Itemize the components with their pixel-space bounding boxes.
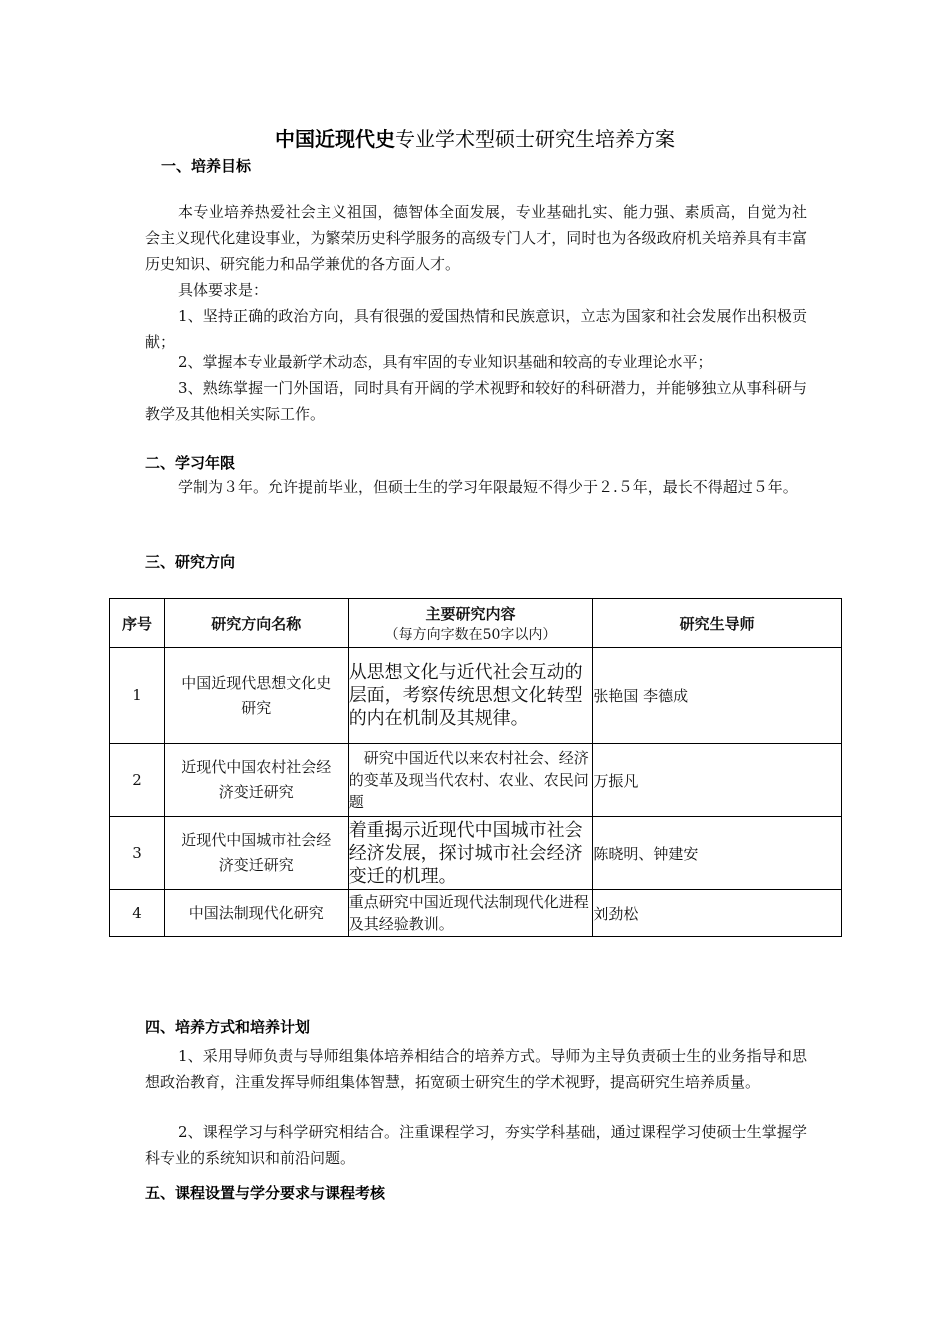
heading-courses: 五、课程设置与学分要求与课程考核 <box>145 1184 386 1202</box>
row-name: 中国法制现代化研究 <box>164 890 348 937</box>
table-row <box>110 648 842 744</box>
method-paragraph-1: 1、采用导师负责与导师组集体培养相结合的培养方式。导师为主导负责硕士生的业务指导和思想政治教育，注重发挥导师组集体智慧，拓宽硕士研究生的学术视野，提高研究生培养质量。 <box>145 1047 807 1091</box>
requirement-2: 2、掌握本专业最新学术动态，具有牢固的专业知识基础和较高的专业理论水平； <box>178 353 713 371</box>
row-no: 2 <box>110 744 165 817</box>
table-row <box>110 890 842 937</box>
row-advisor: 陈晓明、钟建安 <box>593 817 842 890</box>
row-content: 研究中国近代以来农村社会、经济的变革及现当代农村、农业、农民问题 <box>348 744 593 817</box>
table-row <box>110 744 842 817</box>
heading-training-method: 四、培养方式和培养计划 <box>145 1018 311 1036</box>
title-bold-part: 中国近现代史 <box>275 127 395 151</box>
row-name: 近现代中国农村社会经济变迁研究 <box>164 744 348 817</box>
header-no: 序号 <box>110 599 165 648</box>
row-no: 4 <box>110 890 165 937</box>
row-content: 重点研究中国近现代法制现代化进程及其经验教训。 <box>348 890 593 937</box>
header-content <box>348 599 593 648</box>
study-period-text: 学制为３年。允许提前毕业，但硕士生的学习年限最短不得少于２.５年，最长不得超过５年。 <box>178 478 798 496</box>
requirements-label: 具体要求是： <box>178 281 269 299</box>
table-row <box>110 817 842 890</box>
requirement-1: 1、坚持正确的政治方向，具有很强的爱国热情和民族意识，立志为国家和社会发展作出积极贡献； <box>145 307 807 351</box>
row-advisor: 刘劲松 <box>593 890 842 937</box>
requirement-3: 3、熟练掌握一门外国语，同时具有开阔的学术视野和较好的科研潜力，并能够独立从事科研与教学及其他相关实际工作。 <box>145 379 807 423</box>
row-name: 中国近现代思想文化史研究 <box>164 648 348 744</box>
method-paragraph-2: 2、课程学习与科学研究相结合。注重课程学习，夯实学科基础，通过课程学习使硕士生掌握学科专业的系统知识和前沿问题。 <box>145 1123 807 1167</box>
header-content-label: 主要研究内容 <box>425 604 516 623</box>
row-advisor: 万振凡 <box>593 744 842 817</box>
row-advisor: 张艳国 李德成 <box>593 648 842 744</box>
table-header-row <box>110 599 842 648</box>
heading-study-period: 二、学习年限 <box>145 454 236 472</box>
row-no: 3 <box>110 817 165 890</box>
goals-intro: 本专业培养热爱社会主义祖国，德智体全面发展，专业基础扎实、能力强、素质高，自觉为社会主义现代化建设事业，为繁荣历史科学服务的高级专门人才，同时也为各级政府机关培养具有丰富历史知识、研究能力和品学兼优的各方面人才。 <box>145 203 807 273</box>
row-content: 着重揭示近现代中国城市社会经济发展，探讨城市社会经济变迁的机理。 <box>348 817 593 890</box>
row-content: 从思想文化与近代社会互动的层面，考察传统思想文化转型的内在机制及其规律。 <box>348 648 593 744</box>
heading-research-directions: 三、研究方向 <box>145 553 236 571</box>
row-no: 1 <box>110 648 165 744</box>
research-directions-table <box>109 598 842 937</box>
title-rest: 专业学术型硕士研究生培养方案 <box>395 127 675 151</box>
header-advisor: 研究生导师 <box>593 599 842 648</box>
heading-training-goals: 一、培养目标 <box>161 157 252 175</box>
header-content-note: （每方向字数在50字以内） <box>384 626 557 643</box>
header-name: 研究方向名称 <box>164 599 348 648</box>
row-name: 近现代中国城市社会经济变迁研究 <box>164 817 348 890</box>
document-title <box>0 123 950 152</box>
